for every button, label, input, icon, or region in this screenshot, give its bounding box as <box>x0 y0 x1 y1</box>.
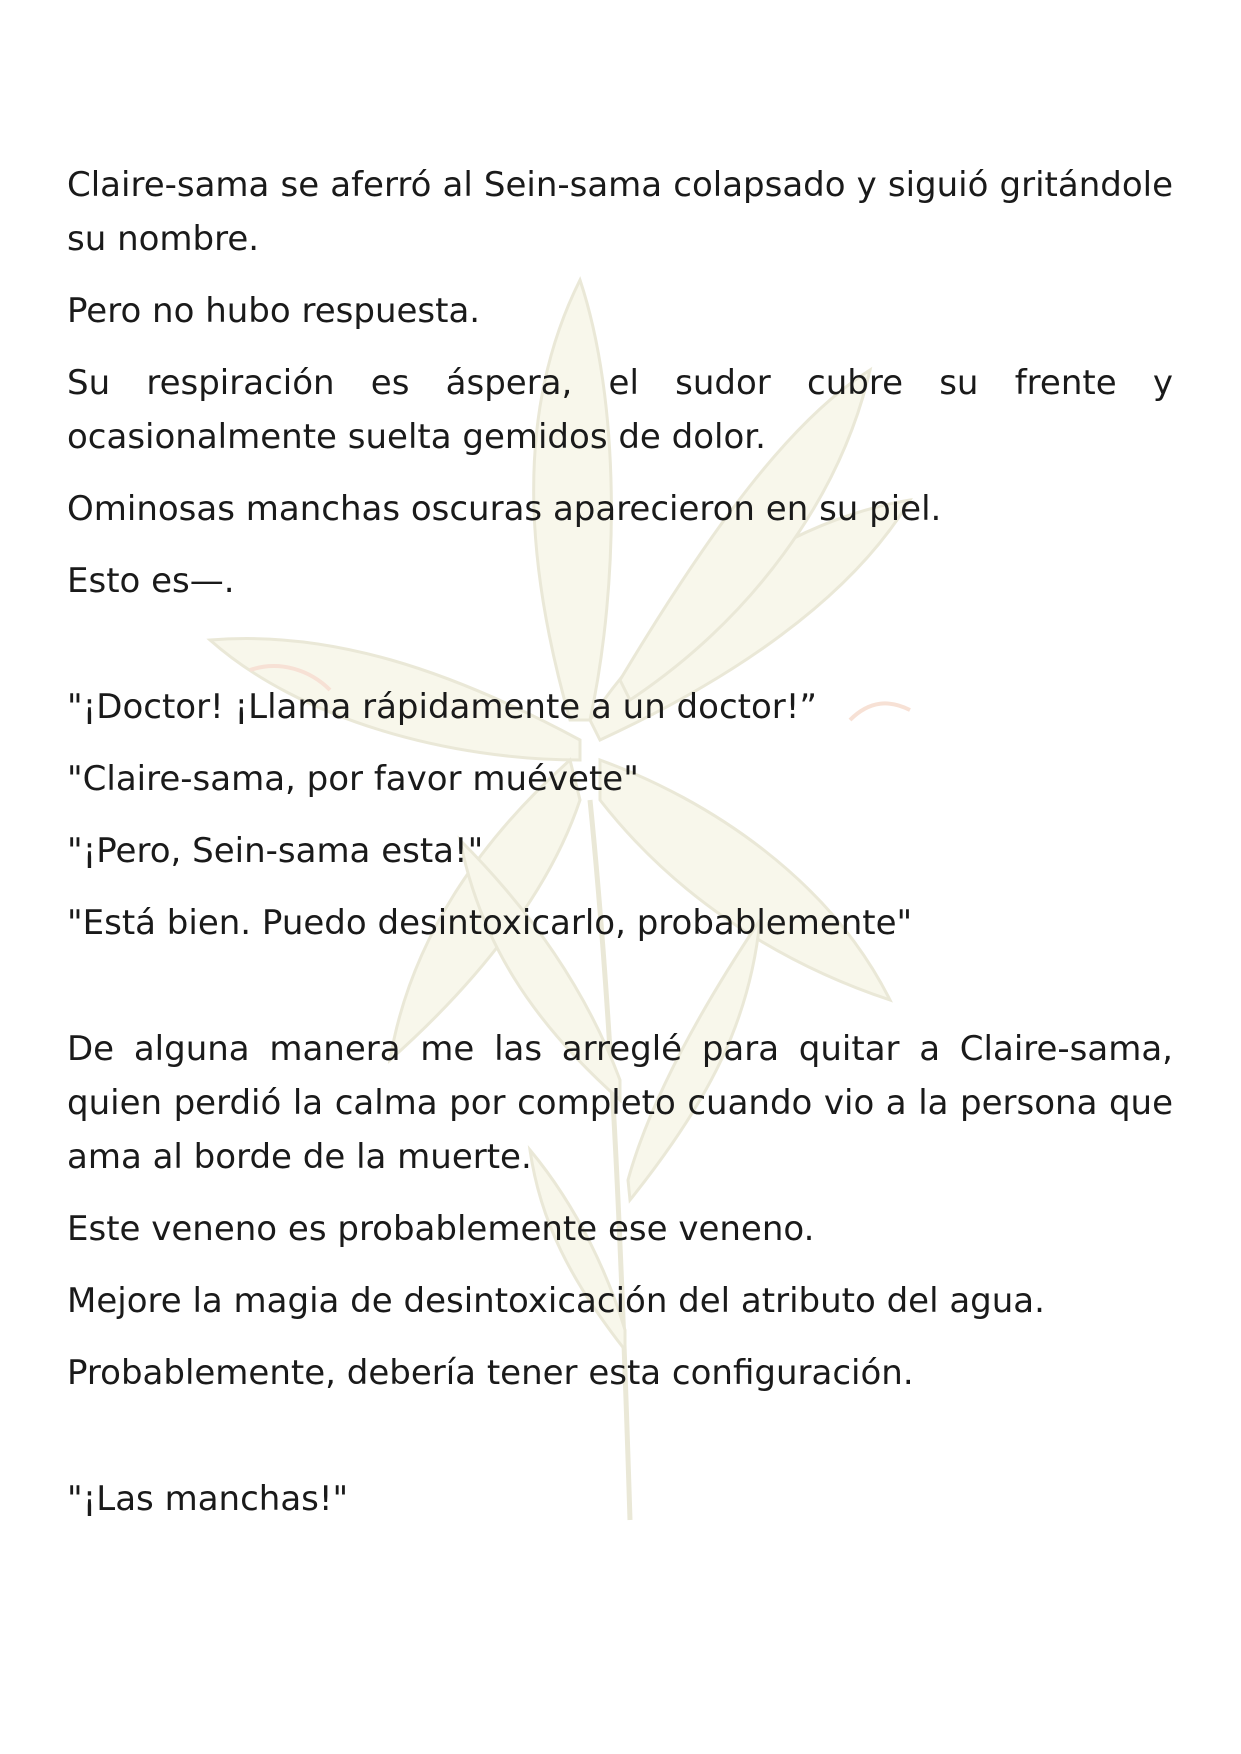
dialogue-line: "¡Pero, Sein-sama esta!" <box>67 831 484 871</box>
document-body <box>67 158 1173 1544</box>
paragraph: Ominosas manchas oscuras aparecieron en su piel. <box>67 489 942 529</box>
paragraph: De alguna manera me las arreglé para quitar a Claire-sama, quien perdió la calma por completo cuando vio a la persona que ama al borde de la muerte. <box>67 1029 1173 1177</box>
dialogue-line: "Está bien. Puedo desintoxicarlo, probablemente" <box>67 903 913 943</box>
paragraph: Su respiración es áspera, el sudor cubre su frente y ocasionalmente suelta gemidos de dolor. <box>67 363 1173 457</box>
paragraph: Probablemente, debería tener esta configuración. <box>67 1353 914 1393</box>
dialogue-line: "¡Las manchas!" <box>67 1479 349 1519</box>
paragraph: Mejore la magia de desintoxicación del atributo del agua. <box>67 1281 1045 1321</box>
dialogue-line: "Claire-sama, por favor muévete" <box>67 759 639 799</box>
paragraph: Claire-sama se aferró al Sein-sama colapsado y siguió gritándole su nombre. <box>67 165 1173 259</box>
paragraph: Pero no hubo respuesta. <box>67 291 481 331</box>
dialogue-line: "¡Doctor! ¡Llama rápidamente a un doctor!” <box>67 687 817 727</box>
paragraph: Esto es—. <box>67 561 235 601</box>
paragraph: Este veneno es probablemente ese veneno. <box>67 1209 815 1249</box>
